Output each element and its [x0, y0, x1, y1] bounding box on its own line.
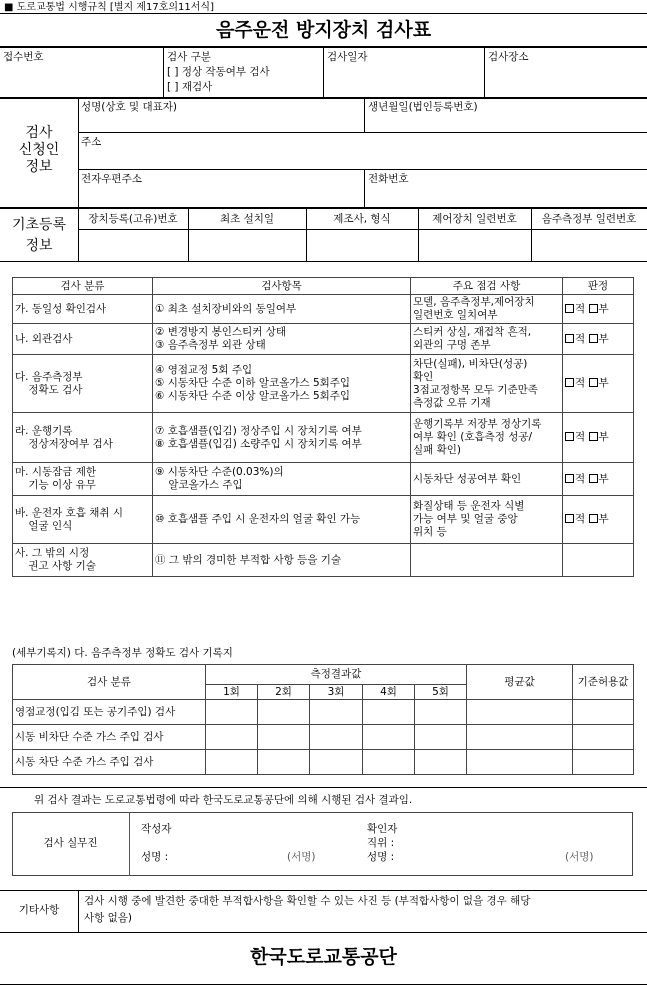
inspection-type-label: 검사 구분: [167, 51, 211, 63]
inspection-check: 스티커 상실, 재접착 흔적, 외관의 구멍 존부: [411, 324, 563, 355]
inspection-verdict: 적 부: [563, 355, 634, 413]
fail-checkbox[interactable]: [589, 304, 598, 313]
detail-value-cell[interactable]: [467, 750, 573, 775]
inspection-check: 화질상태 등 운전자 식별 가능 여부 및 얼굴 중앙 위치 등: [411, 496, 563, 544]
detail-round-header: 2회: [258, 685, 310, 700]
detail-caption: (세부기록지) 다. 음주측정부 정확도 검사 기록지: [12, 647, 233, 659]
fail-checkbox[interactable]: [589, 334, 598, 343]
detail-value-cell[interactable]: [415, 700, 467, 725]
inspection-check: 차단(실패), 비차단(성공) 확인 3점교정항목 모두 기준만족 측정값 오류 기재: [411, 355, 563, 413]
basic-col-device-no: 장치등록(고유)번호: [88, 213, 178, 225]
applicant-phone-label: 전화번호: [368, 173, 409, 185]
inspection-place-label: 검사장소: [488, 51, 529, 63]
form-reference: ■ 도로교통법 시행규칙 [별지 제17호의11서식]: [4, 2, 214, 13]
author-label: 작성자: [141, 823, 172, 835]
inspection-items: ⑪ 그 밖의 경미한 부적합 사항 등을 기술: [153, 544, 411, 577]
detail-value-cell[interactable]: [206, 700, 258, 725]
type-option-normal[interactable]: [ ] 정상 작동여부 검사: [167, 66, 270, 78]
inspection-items: ② 변경방지 봉인스티커 상태 ③ 음주측정부 외관 상태: [153, 324, 411, 355]
fail-checkbox[interactable]: [589, 474, 598, 483]
detail-value-cell[interactable]: [310, 750, 363, 775]
inspection-category: 다. 음주측정부 정확도 검사: [13, 355, 153, 413]
footer-issuer: 한국도로교통공단: [250, 946, 397, 968]
detail-round-header: 5회: [415, 685, 467, 700]
detail-value-cell[interactable]: [467, 700, 573, 725]
pass-checkbox[interactable]: [565, 378, 574, 387]
fail-checkbox[interactable]: [589, 378, 598, 387]
inspection-items: ④ 영점교정 5회 주입 ⑤ 시동차단 수준 이하 알코올가스 5회주입 ⑥ 시동차단 수준 이상 알코올가스 5회주입: [153, 355, 411, 413]
detail-value-cell[interactable]: [573, 750, 634, 775]
applicant-birth-label: 생년월일(법인등록번호): [368, 101, 478, 113]
inspection-row: [13, 463, 634, 496]
detail-round-header: 1회: [206, 685, 258, 700]
inspection-date-label: 검사일자: [327, 51, 368, 63]
inspection-row: [13, 413, 634, 463]
pass-checkbox[interactable]: [565, 514, 574, 523]
detail-header-category: 검사 분류: [13, 665, 206, 700]
detail-value-cell[interactable]: [206, 750, 258, 775]
inspection-row: [13, 544, 634, 577]
detail-value-cell[interactable]: [310, 725, 363, 750]
misc-label: 기타사항: [18, 904, 60, 916]
inspection-category: 사. 그 밖의 시정 권고 사항 기술: [13, 544, 153, 577]
pass-checkbox[interactable]: [565, 474, 574, 483]
inspection-header-verdict: 판정: [563, 278, 634, 295]
inspection-row: [13, 496, 634, 544]
detail-value-cell[interactable]: [310, 700, 363, 725]
inspection-table: [12, 277, 634, 577]
pass-checkbox[interactable]: [565, 334, 574, 343]
inspection-header-check: 주요 점검 사항: [411, 278, 563, 295]
inspection-row: [13, 355, 634, 413]
inspection-verdict: 적 부: [563, 463, 634, 496]
inspection-row: [13, 295, 634, 324]
inspection-check: 시동차단 성공여부 확인: [411, 463, 563, 496]
inspection-row: [13, 324, 634, 355]
inspection-category: 나. 외관검사: [13, 324, 153, 355]
inspection-verdict: 적 부: [563, 324, 634, 355]
detail-value-cell[interactable]: [573, 700, 634, 725]
inspection-verdict: 적 부: [563, 413, 634, 463]
detail-table: [12, 664, 634, 775]
detail-value-cell[interactable]: [258, 700, 310, 725]
detail-value-cell[interactable]: [258, 725, 310, 750]
inspection-items: ⑦ 호흡샘플(입김) 정상주입 시 장치기록 여부 ⑧ 호흡샘플(입김) 소량주입 시 장치기록 여부: [153, 413, 411, 463]
applicant-address-label: 주소: [81, 136, 102, 148]
basic-col-maker: 제조사, 형식: [333, 213, 391, 225]
inspection-category: 가. 동일성 확인검사: [13, 295, 153, 324]
detail-row-label: 시동 차단 수준 가스 주입 검사: [13, 750, 206, 775]
applicant-email-label: 전자우편주소: [81, 173, 142, 185]
inspection-check: [411, 544, 563, 577]
inspection-category: 라. 운행기록 정상저장여부 검사: [13, 413, 153, 463]
inspection-items: ① 최초 설치장비와의 동일여부: [153, 295, 411, 324]
basic-section-title: 기초등록 정보: [11, 217, 67, 254]
misc-text-line1: 검사 시행 중에 발견한 중대한 부적합사항을 확인할 수 있는 사진 등 (부적합사항이 없을 경우 해당: [84, 895, 531, 907]
detail-round-header: 4회: [363, 685, 415, 700]
pass-checkbox[interactable]: [565, 304, 574, 313]
type-option-reinspect[interactable]: [ ] 재검사: [167, 81, 213, 93]
detail-header-measure: 측정결과값: [206, 665, 467, 685]
detail-value-cell[interactable]: [573, 725, 634, 750]
inspection-verdict: [563, 544, 634, 577]
detail-header-avg: 평균값: [467, 665, 573, 700]
pass-checkbox[interactable]: [565, 432, 574, 441]
misc-text-line2: 사항 없음): [84, 912, 133, 924]
inspection-category: 바. 운전자 호흡 채취 시 얼굴 인식: [13, 496, 153, 544]
detail-row: [13, 750, 634, 775]
detail-value-cell[interactable]: [363, 725, 415, 750]
detail-value-cell[interactable]: [363, 750, 415, 775]
detail-row-label: 영점교정(입김 또는 공기주입) 검사: [13, 700, 206, 725]
detail-value-cell[interactable]: [258, 750, 310, 775]
fail-checkbox[interactable]: [589, 514, 598, 523]
detail-value-cell[interactable]: [206, 725, 258, 750]
detail-row: [13, 700, 634, 725]
basic-col-install-date: 최초 설치일: [219, 213, 275, 225]
detail-row-label: 시동 비차단 수준 가스 주입 검사: [13, 725, 206, 750]
detail-value-cell[interactable]: [415, 725, 467, 750]
inspection-header-items: 검사항목: [153, 278, 411, 295]
detail-row: [13, 725, 634, 750]
basic-col-meter-serial: 음주측정부 일련번호: [541, 213, 637, 225]
detail-round-header: 3회: [310, 685, 363, 700]
applicant-section-title: 검사 신청인 정보: [18, 125, 60, 175]
confirmer-name-field[interactable]: 성명 :: [367, 851, 395, 863]
author-name-field[interactable]: 성명 :: [141, 851, 169, 863]
receipt-no-label: 접수번호: [3, 51, 44, 63]
inspection-header-category: 검사 분류: [13, 278, 153, 295]
inspection-verdict: 적 부: [563, 496, 634, 544]
confirmer-label: 확인자: [367, 823, 398, 835]
inspection-category: 마. 시동잠금 제한 기능 이상 유무: [13, 463, 153, 496]
inspection-check: 모델, 음주측정부,제어장치 일련번호 일치여부: [411, 295, 563, 324]
staff-label: 검사 실무진: [43, 837, 98, 849]
inspection-verdict: 적 부: [563, 295, 634, 324]
applicant-name-label: 성명(상호 및 대표자): [81, 101, 178, 113]
detail-value-cell[interactable]: [363, 700, 415, 725]
inspection-items: ⑩ 호흡샘플 주입 시 운전자의 얼굴 확인 가능: [153, 496, 411, 544]
author-signature[interactable]: (서명): [287, 851, 316, 863]
confirmer-position-field[interactable]: 직위 :: [367, 837, 395, 849]
detail-value-cell[interactable]: [467, 725, 573, 750]
confirmer-signature[interactable]: (서명): [565, 851, 594, 863]
basic-col-controller-serial: 제어장치 일련번호: [432, 213, 517, 225]
fail-checkbox[interactable]: [589, 432, 598, 441]
form-title: 음주운전 방지장치 검사표: [215, 19, 432, 41]
inspection-items: ⑨ 시동차단 수준(0.03%)의 알코올가스 주입: [153, 463, 411, 496]
detail-value-cell[interactable]: [415, 750, 467, 775]
confirm-statement: 위 검사 결과는 도로교통법령에 따라 한국도로교통공단에 의해 시행된 검사 결과임.: [34, 794, 413, 806]
detail-header-allow: 기준허용값: [573, 665, 634, 700]
inspection-check: 운행기록부 저장부 정상기록 여부 확인 (호흡측정 성공/ 실패 확인): [411, 413, 563, 463]
